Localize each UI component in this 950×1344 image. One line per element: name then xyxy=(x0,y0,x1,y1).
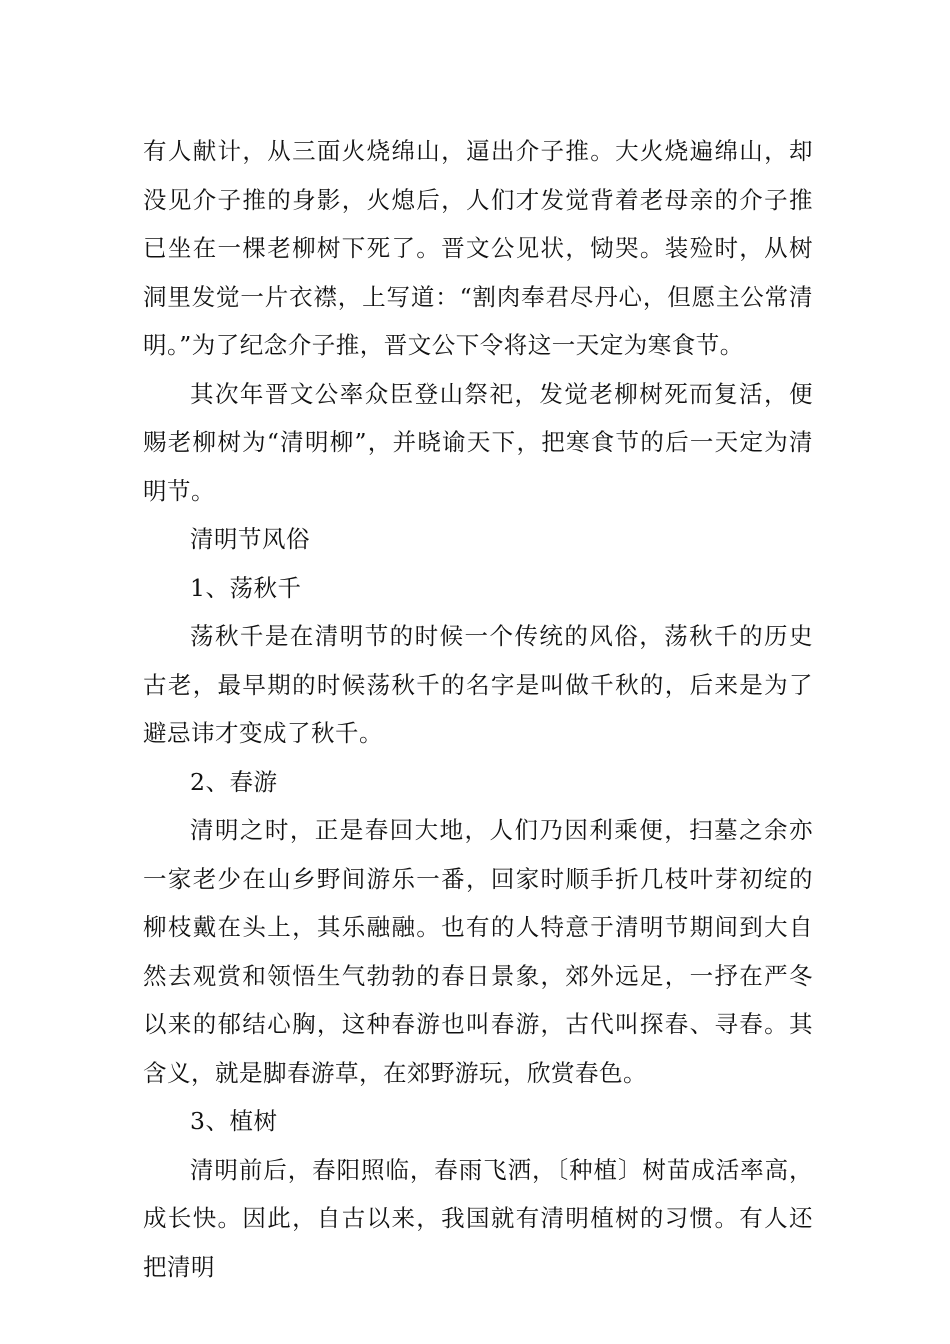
section-heading-customs: 清明节风俗 xyxy=(190,525,310,553)
subheading-swing: 1、荡秋千 xyxy=(190,573,302,602)
document-body xyxy=(143,127,813,1291)
subheading-spring-outing: 2、春游 xyxy=(190,767,278,796)
paragraph-continuation: 有人献计，从三面火烧绵山，逼出介子推。大火烧遍绵山，却没见介子推的身影，火熄后，人们才发觉背着老母亲的介子推已坐在一棵老柳树下死了。晋文公见状，恸哭。装殓时，从树洞里发觉一片衣襟，上写道：“割肉奉君尽丹心，但愿主公常清明。”为了纪念介子推，晋文公下令将这一天定为寒食节。 xyxy=(143,137,813,359)
paragraph-spring-outing: 清明之时，正是春回大地，人们乃因利乘便，扫墓之余亦一家老少在山乡野间游乐一番，回家时顺手折几枝叶芽初绽的柳枝戴在头上，其乐融融。也有的人特意于清明节期间到大自然去观赏和领悟生气勃勃的春日景象，郊外远足，一抒在严冬以来的郁结心胸，这种春游也叫春游，古代叫探春、寻春。其含义，就是脚春游草，在郊野游玩，欣赏春色。 xyxy=(143,816,813,1087)
paragraph-swing: 荡秋千是在清明节的时候一个传统的风俗，荡秋千的历史古老，最早期的时候荡秋千的名字是叫做千秋的，后来是为了避忌讳才变成了秋千。 xyxy=(143,622,813,747)
subheading-tree-planting: 3、植树 xyxy=(190,1107,278,1135)
paragraph-tree-planting: 清明前后，春阳照临，春雨飞洒，〔种植〕树苗成活率高，成长快。因此，自古以来，我国就有清明植树的习惯。有人还把清明 xyxy=(143,1155,813,1281)
paragraph-qingming-willow: 其次年晋文公率众臣登山祭祀，发觉老柳树死而复活，便赐老柳树为“清明柳”，并晓谕天下，把寒食节的后一天定为清明节。 xyxy=(143,379,813,505)
